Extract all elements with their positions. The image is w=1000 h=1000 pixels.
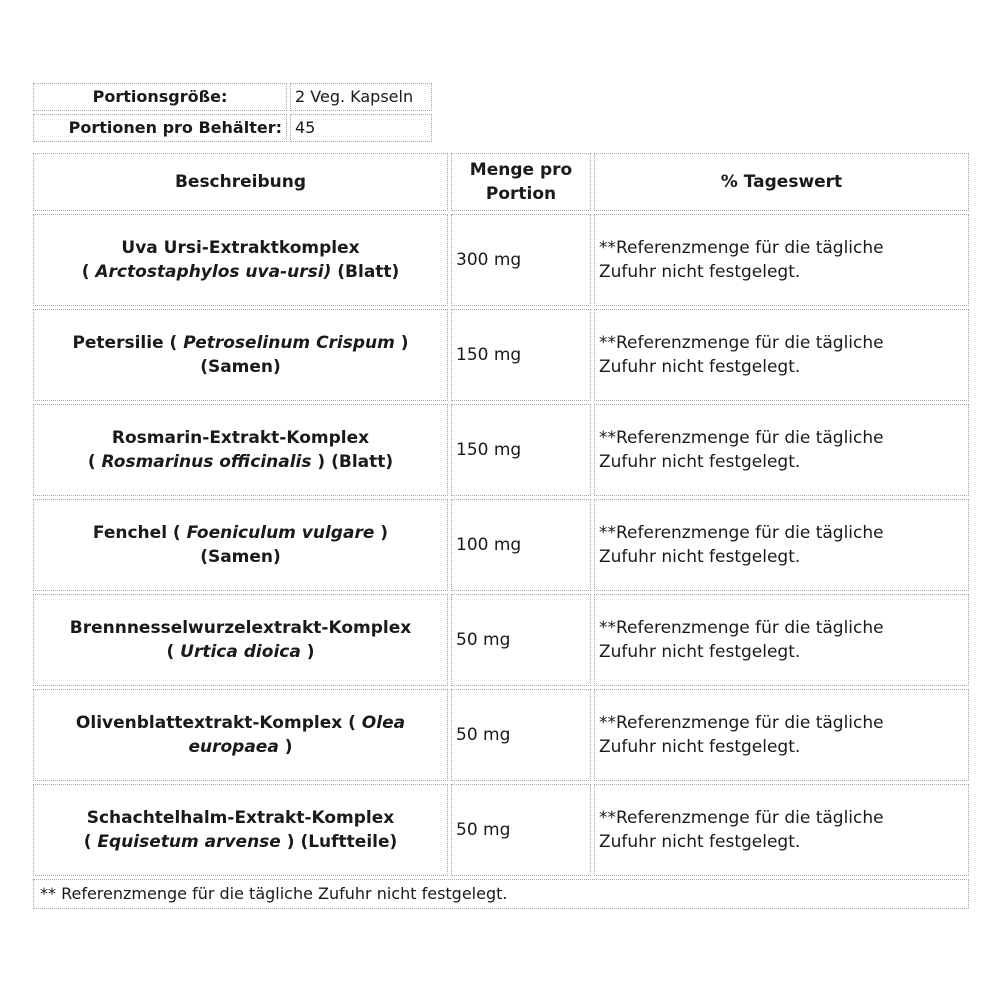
ingredient-scientific-name: Olea <box>361 713 406 733</box>
ingredient-prefix: ( <box>81 262 96 282</box>
ingredient-suffix: ) (Luftteile) <box>280 832 398 852</box>
ingredient-amount: 150 mg <box>451 309 591 401</box>
daily-value-line1: **Referenzmenge für die tägliche <box>599 238 884 258</box>
ingredient-scientific-name: Foeniculum vulgare <box>186 523 375 543</box>
daily-value-line1: **Referenzmenge für die tägliche <box>599 713 884 733</box>
ingredient-prefix: ( <box>166 642 181 662</box>
ingredient-description <box>33 784 448 876</box>
ingredient-description <box>33 309 448 401</box>
ingredient-daily-value <box>594 499 969 591</box>
header-amount <box>451 153 591 211</box>
footnote-row <box>33 879 969 909</box>
servings-per-container-value: 45 <box>290 114 432 142</box>
ingredient-description <box>33 499 448 591</box>
ingredient-name: Uva Ursi-Extraktkomplex <box>121 238 360 258</box>
ingredient-scientific-name: Rosmarinus officinalis <box>101 452 312 472</box>
ingredient-suffix: ) <box>300 642 315 662</box>
ingredient-amount: 50 mg <box>451 784 591 876</box>
ingredient-prefix: ( <box>87 452 102 472</box>
table-row <box>33 784 969 876</box>
serving-size-label: Portionsgröße: <box>33 83 287 111</box>
ingredient-name: Fenchel ( <box>92 523 187 543</box>
ingredient-daily-value <box>594 214 969 306</box>
daily-value-line2: Zufuhr nicht festgelegt. <box>599 547 801 567</box>
ingredient-prefix: ( <box>83 832 98 852</box>
table-row <box>33 214 969 306</box>
ingredient-scientific-name-cont: europaea <box>188 737 279 757</box>
table-row <box>33 309 969 401</box>
ingredient-description <box>33 214 448 306</box>
ingredient-amount: 50 mg <box>451 594 591 686</box>
table-header-row <box>33 153 969 211</box>
table-row <box>33 499 969 591</box>
footnote: ** Referenzmenge für die tägliche Zufuhr nicht festgelegt. <box>33 879 969 909</box>
daily-value-line2: Zufuhr nicht festgelegt. <box>599 357 801 377</box>
header-amount-line1: Menge pro <box>469 160 573 180</box>
table-row <box>33 594 969 686</box>
daily-value-line1: **Referenzmenge für die tägliche <box>599 428 884 448</box>
daily-value-line2: Zufuhr nicht festgelegt. <box>599 452 801 472</box>
ingredient-description <box>33 594 448 686</box>
ingredient-name: Petersilie ( <box>72 333 184 353</box>
ingredient-description <box>33 404 448 496</box>
ingredient-part: (Samen) <box>200 357 281 377</box>
ingredient-scientific-name: Urtica dioica <box>180 642 301 662</box>
ingredient-daily-value <box>594 309 969 401</box>
ingredient-suffix: (Blatt) <box>331 262 400 282</box>
daily-value-line2: Zufuhr nicht festgelegt. <box>599 642 801 662</box>
table-row <box>33 404 969 496</box>
header-daily-value: % Tageswert <box>594 153 969 211</box>
ingredient-amount: 300 mg <box>451 214 591 306</box>
daily-value-line2: Zufuhr nicht festgelegt. <box>599 262 801 282</box>
ingredient-name: Rosmarin-Extrakt-Komplex <box>111 428 370 448</box>
daily-value-line2: Zufuhr nicht festgelegt. <box>599 832 801 852</box>
ingredient-scientific-name: Arctostaphylos uva-ursi) <box>95 262 332 282</box>
ingredient-description <box>33 689 448 781</box>
ingredient-amount: 100 mg <box>451 499 591 591</box>
serving-size-value: 2 Veg. Kapseln <box>290 83 432 111</box>
daily-value-line1: **Referenzmenge für die tägliche <box>599 523 884 543</box>
ingredient-scientific-name: Petroselinum Crispum <box>183 333 395 353</box>
ingredient-suffix: ) <box>394 333 409 353</box>
daily-value-line1: **Referenzmenge für die tägliche <box>599 333 884 353</box>
serving-info-table <box>30 80 435 145</box>
daily-value-line1: **Referenzmenge für die tägliche <box>599 618 884 638</box>
servings-per-container-row <box>33 114 432 142</box>
ingredient-daily-value <box>594 784 969 876</box>
supplement-facts-table <box>30 150 972 912</box>
ingredient-daily-value <box>594 404 969 496</box>
table-row <box>33 689 969 781</box>
ingredient-part: (Samen) <box>200 547 281 567</box>
ingredient-name: Brennnesselwurzelextrakt-Komplex <box>69 618 412 638</box>
ingredient-daily-value <box>594 689 969 781</box>
servings-per-container-label: Portionen pro Behälter: <box>33 114 287 142</box>
ingredient-suffix: ) <box>374 523 389 543</box>
ingredient-name: Schachtelhalm-Extrakt-Komplex <box>86 808 395 828</box>
daily-value-line2: Zufuhr nicht festgelegt. <box>599 737 801 757</box>
ingredient-suffix: ) (Blatt) <box>311 452 394 472</box>
ingredient-amount: 150 mg <box>451 404 591 496</box>
ingredient-scientific-name: Equisetum arvense <box>97 832 281 852</box>
ingredient-daily-value <box>594 594 969 686</box>
header-amount-line2: Portion <box>485 184 557 204</box>
ingredient-amount: 50 mg <box>451 689 591 781</box>
header-description: Beschreibung <box>33 153 448 211</box>
serving-size-row <box>33 83 432 111</box>
ingredient-suffix: ) <box>278 737 293 757</box>
daily-value-line1: **Referenzmenge für die tägliche <box>599 808 884 828</box>
ingredient-name: Olivenblattextrakt-Komplex ( <box>75 713 362 733</box>
